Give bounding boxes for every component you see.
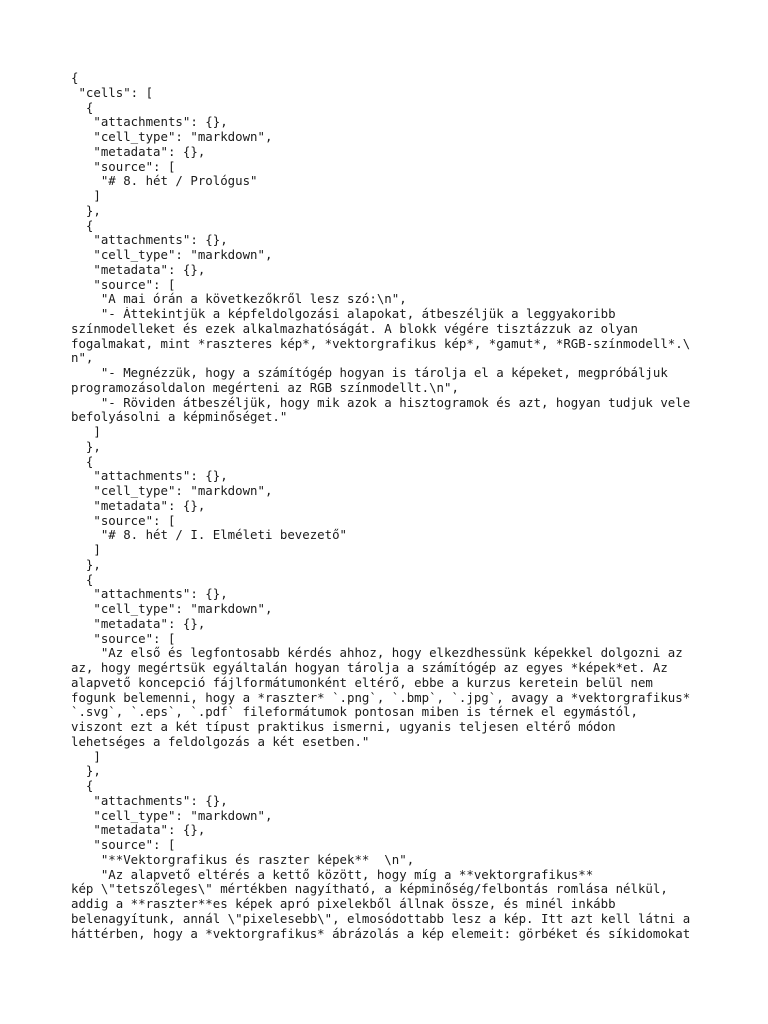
text-line: fogalmakat, mint *raszteres kép*, *vektorgrafikus kép*, *gamut*, *RGB-színmodell*.\ — [71, 336, 691, 351]
text-line: { — [71, 572, 94, 587]
text-line: "cell_type": "markdown", — [71, 248, 273, 262]
text-line: belenagyítunk, annál \"pixelesebb\", elmosódottabb lesz a kép. Itt azt kell látni a — [71, 911, 691, 926]
text-line: ] — [71, 749, 101, 764]
text-line: "metadata": {}, — [71, 262, 206, 277]
text-line: "source": [ — [71, 631, 176, 646]
text-line: alapvető koncepció fájlformátumonként eltérő, ebbe a kurzus keretein belül nem — [71, 675, 653, 690]
text-line: "attachments": {}, — [71, 233, 228, 248]
text-line: }, — [71, 203, 101, 218]
text-line: ] — [71, 189, 101, 203]
text-line: színmodelleket és ezek alkalmazhatóságát. A blokk végére tisztázzuk az olyan — [71, 321, 638, 336]
text-line: "attachments": {}, — [71, 793, 228, 808]
text-line: "cell_type": "markdown", — [71, 808, 273, 823]
text-line: viszont ezt a két típust praktikus ismerni, ugyanis teljesen eltérő módon — [71, 720, 616, 734]
text-line: }, — [71, 557, 101, 572]
text-line: befolyásolni a képminőséget." — [71, 410, 288, 425]
text-line: "**Vektorgrafikus és raszter képek** \n", — [71, 852, 415, 867]
text-line: "attachments": {}, — [71, 587, 228, 602]
text-line: "cells": [ — [71, 85, 154, 100]
text-line: { — [71, 218, 94, 233]
text-line: háttérben, hogy a *vektorgrafikus* ábrázolás a kép elemeit: görbéket és síkidomokat — [71, 926, 691, 941]
text-line: { — [71, 454, 94, 469]
text-line: `.svg`, `.eps`, `.pdf` fileformátumok pontosan miben is térnek el egymástól, — [71, 705, 638, 720]
text-line: "# 8. hét / I. Elméleti bevezető" — [71, 528, 348, 543]
text-line: }, — [71, 439, 101, 454]
text-line: "- Áttekintjük a képfeldolgozási alapokat, átbeszéljük a leggyakoribb — [71, 307, 616, 321]
text-line: n", — [71, 351, 94, 366]
text-line: { — [71, 100, 94, 115]
text-line: { — [71, 71, 79, 85]
text-line: "attachments": {}, — [71, 469, 228, 484]
text-line: lehetséges a feldolgozás a két esetben." — [71, 734, 370, 749]
text-line: { — [71, 779, 94, 793]
text-line: az, hogy megértsük egyáltalán hogyan tárolja a számítógép az egyes *képek*et. Az — [71, 661, 668, 675]
text-line: "metadata": {}, — [71, 823, 206, 838]
text-line: "- Röviden átbeszéljük, hogy mik azok a hisztogramok és azt, hogyan tudjuk vele — [71, 395, 691, 410]
text-line: addig a **raszter**es képek apró pixelekből állnak össze, és minél inkább — [71, 897, 616, 911]
text-line: "# 8. hét / Prológus" — [71, 174, 258, 189]
text-line: }, — [71, 764, 101, 779]
text-line: "source": [ — [71, 159, 176, 174]
text-line: ] — [71, 425, 101, 439]
text-line: "A mai órán a következőkről lesz szó:\n", — [71, 292, 407, 307]
text-line: "metadata": {}, — [71, 616, 206, 631]
text-line: "Az alapvető eltérés a kettő között, hogy míg a **vektorgrafikus** — [71, 867, 594, 882]
notebook-json-text — [71, 71, 711, 941]
text-line: "source": [ — [71, 513, 176, 528]
text-line: "metadata": {}, — [71, 498, 206, 513]
text-line: "source": [ — [71, 838, 176, 852]
text-line: "source": [ — [71, 277, 176, 292]
text-line: "cell_type": "markdown", — [71, 484, 273, 498]
text-line: "- Megnézzük, hogy a számítógép hogyan is tárolja el a képeket, megpróbáljuk — [71, 366, 668, 380]
text-line: kép \"tetszőleges\" mértékben nagyítható, a képminőség/felbontás romlása nélkül, — [71, 882, 668, 897]
text-line: ] — [71, 543, 101, 557]
text-line: "cell_type": "markdown", — [71, 130, 273, 144]
text-line: "Az első és legfontosabb kérdés ahhoz, hogy elkezdhessünk képekkel dolgozni az — [71, 646, 683, 661]
text-line: "cell_type": "markdown", — [71, 602, 273, 616]
text-line: "attachments": {}, — [71, 115, 228, 130]
text-line: fogunk belemenni, hogy a *raszter* `.png`, `.bmp`, `.jpg`, avagy a *vektorgrafikus* — [71, 690, 691, 705]
text-line: programozásoldalon megérteni az RGB színmodellt.\n", — [71, 380, 459, 395]
text-line: "metadata": {}, — [71, 144, 206, 159]
